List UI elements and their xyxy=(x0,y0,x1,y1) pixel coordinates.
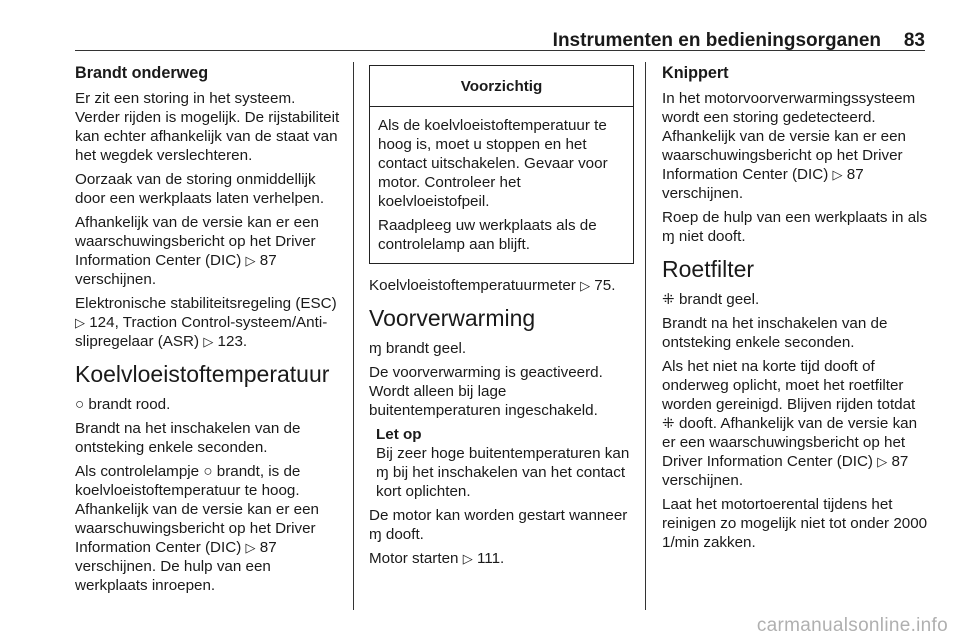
page-ref-icon: ▷ xyxy=(832,167,843,182)
glow-plug-icon: ɱ xyxy=(369,526,382,543)
paragraph: Als het niet na korte tijd dooft of onderweg oplicht, moet het roetfilter worden gereinigd. Blijven rijden totdat ⁜ dooft. Afhankelijk van de versie kan er een waarschuwingsbericht op het Driver Information Center (DIC) ▷ 87 verschijnen. xyxy=(662,358,918,489)
column-2 xyxy=(369,60,634,573)
paragraph: ○ brandt rood. xyxy=(75,396,171,413)
page-ref-icon: ▷ xyxy=(75,315,85,330)
glow-plug-icon: ɱ xyxy=(662,228,675,245)
glow-plug-icon: ɱ xyxy=(376,464,389,481)
glow-plug-icon: ɱ xyxy=(369,340,382,357)
paragraph: Roep de hulp van een werkplaats in als ɱ niet dooft. xyxy=(662,209,928,245)
heading-voorverwarming: Voorverwarming xyxy=(369,305,536,331)
caution-title: Voorzichtig xyxy=(370,66,633,107)
page-header xyxy=(75,30,925,52)
header-rule xyxy=(75,50,925,51)
page-ref-icon: ▷ xyxy=(245,540,256,555)
heading-knippert: Knippert xyxy=(662,64,729,82)
paragraph: Als de koelvloeistoftemperatuur te hoog is, moet u stoppen en het contact uitschakelen. Gevaar voor motor. Controleer het koelvloeistofpeil. xyxy=(378,117,608,210)
paragraph: Oorzaak van de storing onmiddellijk door een werkplaats laten verhelpen. xyxy=(75,171,325,207)
paragraph: Raadpleeg uw werkplaats als de controlelamp aan blijft. xyxy=(378,217,597,253)
caution-box xyxy=(369,65,634,264)
paragraph: Bij zeer hoge buitentemperaturen kan ɱ bij het inschakelen van het contact kort oplichten. xyxy=(376,445,630,500)
heading-koelvloeistoftemperatuur: Koelvloeistoftemperatuur xyxy=(75,361,330,387)
paragraph: De voorverwarming is geactiveerd. Wordt alleen bij lage buitentemperaturen ingeschakeld. xyxy=(369,364,603,419)
paragraph: De motor kan worden gestart wanneer ɱ dooft. xyxy=(369,507,628,543)
paragraph: Er zit een storing in het systeem. Verder rijden is mogelijk. De rijstabiliteit kan echter afhankelijk van de staat van het wegdek verslechteren. xyxy=(75,90,340,164)
particle-filter-icon: ⁜ xyxy=(662,415,675,432)
page-number: 83 xyxy=(903,30,925,51)
page-ref-icon: ▷ xyxy=(203,334,214,349)
page-ref-icon: ▷ xyxy=(580,278,591,293)
column-3 xyxy=(662,60,930,557)
paragraph: Brandt na het inschakelen van de ontsteking enkele seconden. xyxy=(662,315,888,351)
paragraph: Brandt na het inschakelen van de ontsteking enkele seconden. xyxy=(75,420,301,456)
page-ref-icon: ▷ xyxy=(462,551,473,566)
watermark: carmanualsonline.info xyxy=(756,615,948,636)
paragraph: Koelvloeistoftemperatuurmeter ▷ 75. xyxy=(369,277,616,294)
paragraph: Afhankelijk van de versie kan er een waarschuwingsbericht op het Driver Information Center (DIC) ▷ 87 verschijnen. xyxy=(75,214,319,288)
coolant-warning-icon: ○ xyxy=(75,396,85,413)
paragraph: Als controlelampje ○ brandt, is de koelvloeistoftemperatuur te hoog. Afhankelijk van de versie kan er een waarschuwingsbericht op het Driver Information Center (DIC) ▷ 87 verschijnen. De hulp van een werkplaats inroepen. xyxy=(75,463,319,594)
paragraph: ⁜ brandt geel. xyxy=(662,291,760,308)
page-ref-icon: ▷ xyxy=(245,253,256,268)
heading-roetfilter: Roetfilter xyxy=(662,256,755,282)
header-title: Instrumenten en bedieningsorganen xyxy=(552,30,881,51)
coolant-warning-icon: ○ xyxy=(203,463,213,480)
paragraph: Laat het motortoerental tijdens het reinigen zo mogelijk niet tot onder 2000 1/min zakken. xyxy=(662,496,928,551)
particle-filter-icon: ⁜ xyxy=(662,291,675,308)
paragraph: In het motorvoorverwarmingssysteem wordt een storing gedetecteerd. Afhankelijk van de versie kan er een waarschuwingsbericht op het Driver Information Center (DIC) ▷ 87 verschijnen. xyxy=(662,90,916,202)
paragraph: Motor starten ▷ 111. xyxy=(369,550,505,567)
paragraph: ɱ brandt geel. xyxy=(369,340,467,357)
column-1 xyxy=(75,60,340,600)
column-divider-1 xyxy=(353,62,354,610)
paragraph: Elektronische stabiliteitsregeling (ESC) ▷ 124, Traction Control-systeem/Anti-slipregelaar (ASR) ▷ 123. xyxy=(75,295,337,350)
heading-brandt-onderweg: Brandt onderweg xyxy=(75,64,209,82)
page-ref-icon: ▷ xyxy=(877,454,888,469)
note-title: Let op xyxy=(376,426,422,443)
column-divider-2 xyxy=(645,62,646,610)
note-box xyxy=(376,425,634,501)
